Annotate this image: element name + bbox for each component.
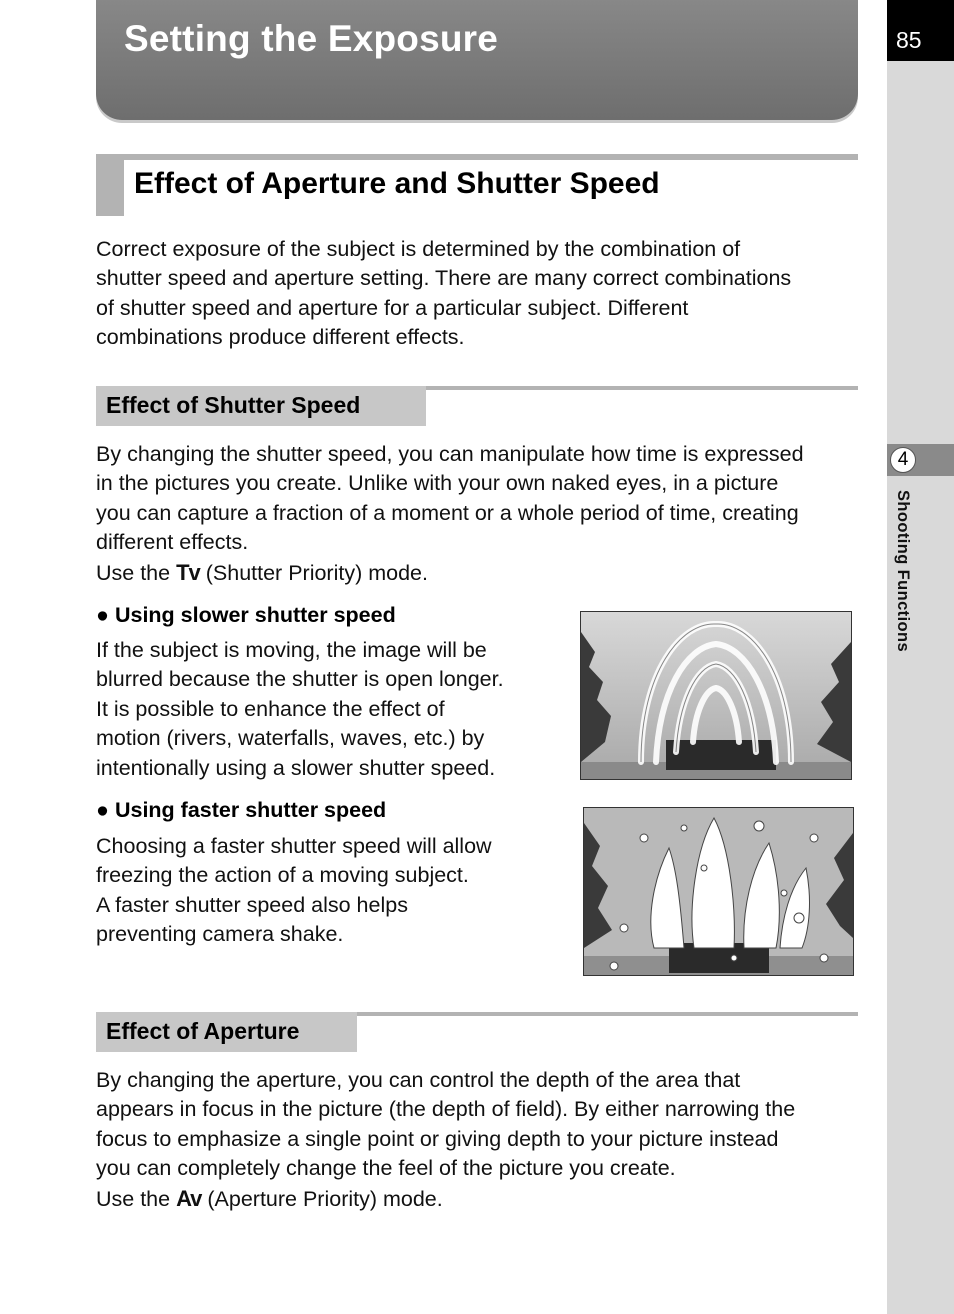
fast-shutter-paragraph — [96, 832, 492, 950]
aperture-heading: Effect of Aperture — [106, 1018, 300, 1044]
frozen-fountain-image — [584, 808, 853, 975]
shutter-heading: Effect of Shutter Speed — [106, 392, 361, 418]
mode-prefix: Use the — [96, 1186, 177, 1211]
mode-prefix: Use the — [96, 560, 177, 585]
slow-line: If the subject is moving, the image will be — [96, 638, 487, 662]
aperture-line: By changing the aperture, you can control the depth of the area that — [96, 1068, 741, 1092]
intro-line: shutter speed and aperture setting. There are many correct combinations — [96, 266, 792, 291]
frozen-fountain-illustration — [583, 807, 854, 976]
blurred-fountain-illustration — [580, 611, 852, 780]
page-title: Setting the Exposure — [124, 18, 499, 59]
chapter-number: 4 — [890, 447, 916, 473]
av-mode-icon: Av — [176, 1185, 202, 1211]
intro-paragraph — [96, 235, 791, 353]
aperture-line: appears in focus in the picture (the depth of field). By either narrowing the — [96, 1097, 796, 1122]
page-number: 85 — [896, 27, 922, 53]
section-heading-rule — [96, 154, 858, 160]
slow-shutter-heading: ● Using slower shutter speed — [96, 603, 396, 627]
chapter-title: Shooting Functions — [894, 490, 912, 653]
fast-line: Choosing a faster shutter speed will allow — [96, 834, 492, 858]
shutter-line: different effects. — [96, 530, 249, 555]
fast-line: preventing camera shake. — [96, 922, 344, 947]
slow-line: motion (rivers, waterfalls, waves, etc.) by — [96, 726, 485, 751]
slow-line: It is possible to enhance the effect of — [96, 696, 445, 721]
aperture-mode-line — [96, 1184, 795, 1214]
aperture-paragraph — [96, 1066, 795, 1214]
fast-line: freezing the action of a moving subject. — [96, 863, 469, 888]
section-heading-bar — [96, 154, 124, 216]
aperture-line: you can completely change the feel of the picture you create. — [96, 1156, 676, 1181]
section-heading: Effect of Aperture and Shutter Speed — [134, 167, 660, 200]
tv-mode-icon: Tv — [176, 559, 200, 585]
shutter-paragraph — [96, 440, 804, 588]
shutter-mode-line — [96, 558, 804, 588]
fast-shutter-heading: ● Using faster shutter speed — [96, 798, 387, 822]
slow-line: blurred because the shutter is open longer. — [96, 667, 504, 692]
slow-line: intentionally using a slower shutter speed. — [96, 755, 496, 780]
intro-line: Correct exposure of the subject is determined by the combination of — [96, 237, 741, 261]
intro-line: of shutter speed and aperture for a particular subject. Different — [96, 295, 689, 320]
shutter-line: By changing the shutter speed, you can manipulate how time is expressed — [96, 442, 804, 466]
slow-shutter-paragraph — [96, 636, 504, 783]
blurred-fountain-image — [581, 612, 851, 779]
aperture-line: focus to emphasize a single point or giving depth to your picture instead — [96, 1126, 779, 1151]
intro-line: combinations produce different effects. — [96, 325, 465, 350]
chapter-sidebar — [887, 0, 954, 1314]
mode-suffix: (Aperture Priority) mode. — [201, 1186, 443, 1211]
mode-suffix: (Shutter Priority) mode. — [199, 560, 428, 585]
shutter-line: you can capture a fraction of a moment or a whole period of time, creating — [96, 500, 799, 525]
shutter-line: in the pictures you create. Unlike with your own naked eyes, in a picture — [96, 471, 779, 496]
fast-line: A faster shutter speed also helps — [96, 892, 408, 917]
